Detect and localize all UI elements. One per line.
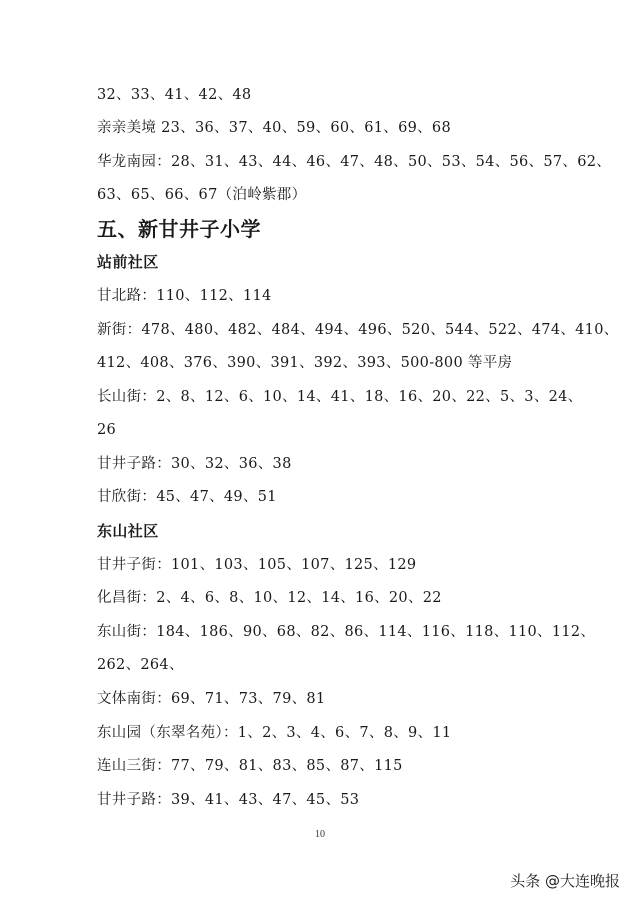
section-heading: 五、新甘井子小学 [97,217,261,241]
text-line: 412、408、376、390、391、392、393、500-800 等平房 [97,355,513,371]
source-watermark [510,870,620,891]
text-line: 连山三街：77、79、81、83、85、87、115 [97,758,403,774]
watermark-text: 头条 @大连晚报 [510,872,620,890]
text-line: 甘井子街：101、103、105、107、125、129 [97,557,417,573]
text-line: 63、65、66、67（泊岭紫郡） [97,187,307,203]
text-line: 文体南街：69、71、73、79、81 [97,691,326,707]
text-line: 化昌街：2、4、6、8、10、12、14、16、20、22 [97,590,442,606]
text-line: 262、264、 [97,657,184,673]
text-line: 东山街：184、186、90、68、82、86、114、116、118、110、112、 [97,624,596,640]
text-line: 东山园（东翠名苑）：1、2、3、4、6、7、8、9、11 [97,725,452,741]
text-line: 长山街：2、8、12、6、10、14、41、18、16、20、22、5、3、24、 [97,389,583,405]
text-line: 甘北路：110、112、114 [97,288,272,304]
text-line: 甘井子路：39、41、43、47、45、53 [97,792,360,808]
community-heading: 站前社区 [97,253,159,271]
text-line: 华龙南园：28、31、43、44、46、47、48、50、53、54、56、57、62、 [97,154,612,170]
community-heading: 东山社区 [97,522,159,540]
text-line: 亲亲美境 23、36、37、40、59、60、61、69、68 [97,120,451,136]
text-line: 新街：478、480、482、484、494、496、520、544、522、474、410、 [97,322,619,338]
page-number: 10 [315,829,325,840]
text-line: 26 [97,422,117,438]
text-line: 32、33、41、42、48 [97,87,252,103]
text-line: 甘井子路：30、32、36、38 [97,456,292,472]
text-line: 甘欣街：45、47、49、51 [97,489,277,505]
